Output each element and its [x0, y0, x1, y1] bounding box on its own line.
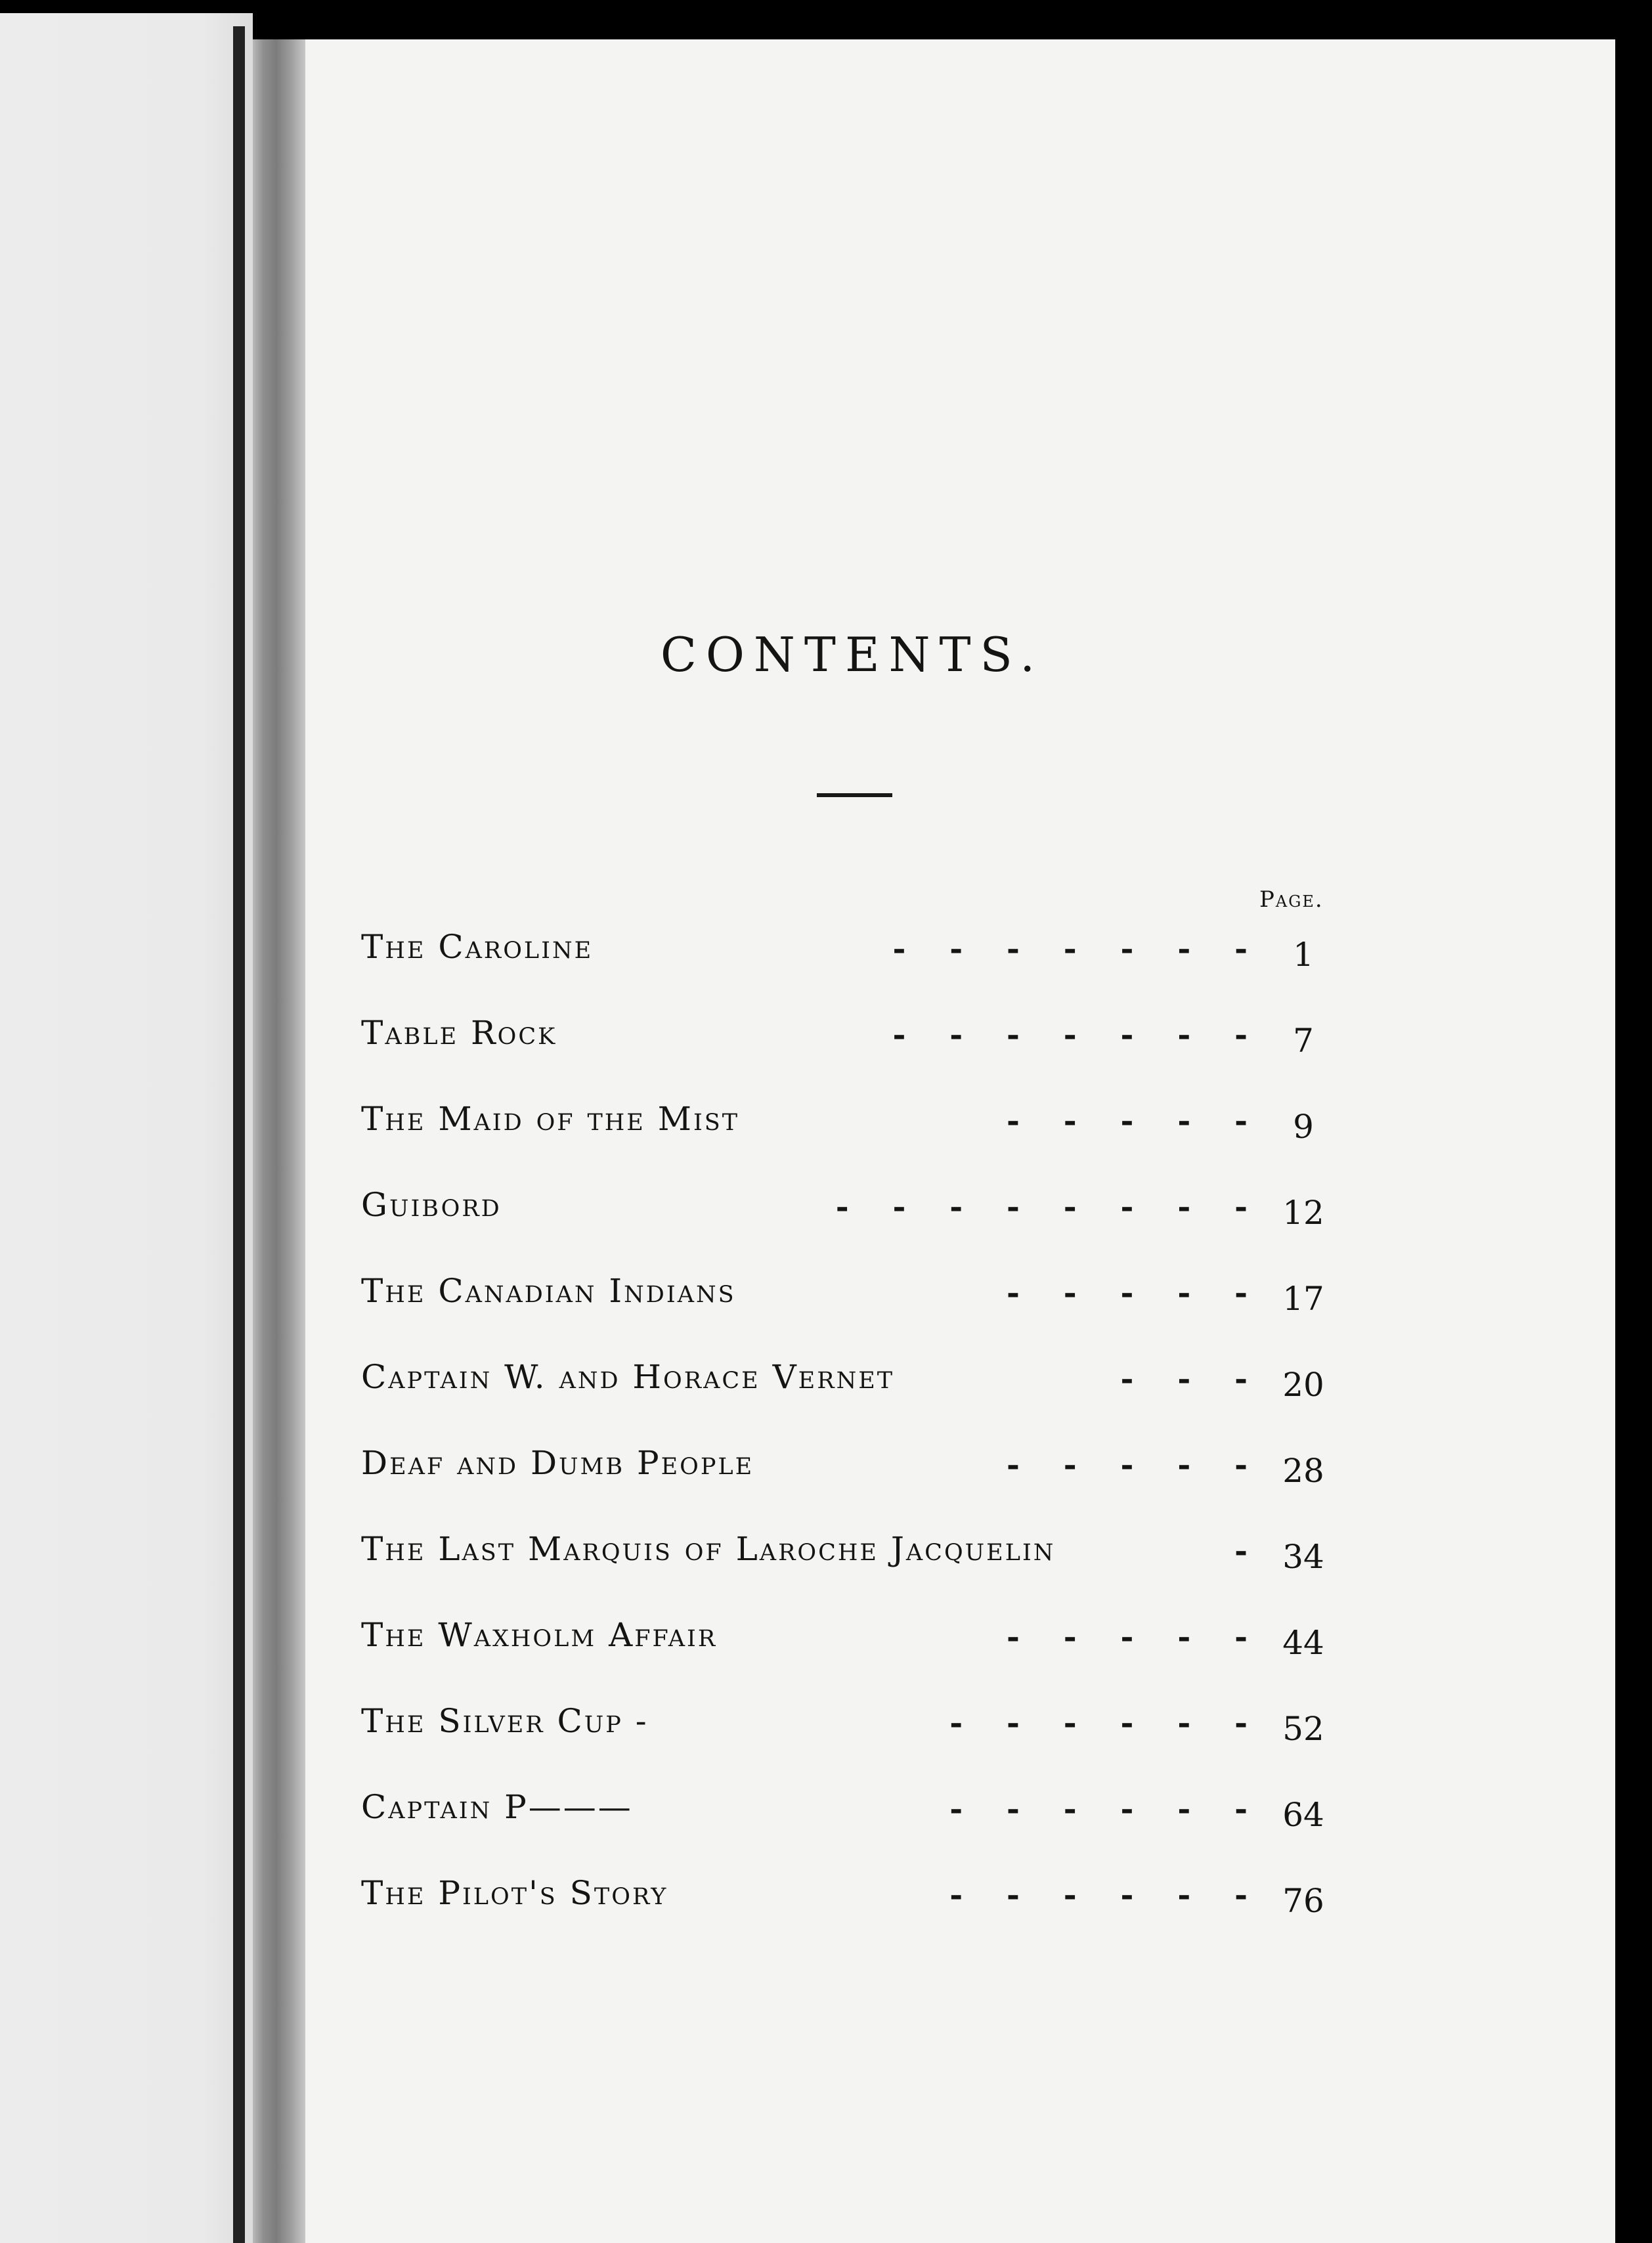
toc-entry-leader: - - - - - - - - — [835, 1188, 1248, 1225]
toc-entry-title: The Waxholm Affair — [361, 1616, 718, 1654]
toc-entry[interactable] — [341, 1512, 1339, 1598]
left-page — [0, 13, 253, 2243]
toc-entry[interactable] — [341, 1253, 1339, 1339]
toc-entry-leader: - - - - - - — [949, 1877, 1248, 1913]
toc-entry-leader: - - - - - — [1007, 1619, 1248, 1655]
toc-entry-title: Guibord — [361, 1186, 502, 1224]
toc-entry-page: 9 — [1293, 1108, 1314, 1146]
toc-entry-leader: - - - - - — [1007, 1447, 1248, 1483]
toc-entry[interactable] — [341, 1598, 1339, 1684]
scan-top-border — [250, 0, 1652, 39]
toc-entry-title: The Silver Cup - — [361, 1702, 649, 1740]
page-column-label: Page. — [1259, 886, 1324, 913]
toc-entry-page: 64 — [1282, 1796, 1324, 1834]
toc-entry-title: Table Rock — [361, 1014, 557, 1052]
toc-entry-leader: - - - — [1120, 1361, 1248, 1397]
toc-entry-title: Captain W. and Horace Vernet — [361, 1358, 895, 1396]
toc-entry[interactable] — [341, 1770, 1339, 1856]
toc-entry-leader: - - - - - - — [949, 1705, 1248, 1741]
toc-entry-page: 76 — [1282, 1882, 1324, 1920]
gutter-shadow-line — [233, 26, 245, 2243]
scan-right-border — [1615, 13, 1652, 2243]
page-title: CONTENTS. — [660, 627, 1045, 682]
toc-entry-page: 52 — [1282, 1710, 1324, 1748]
toc-entry-leader: - - - - - - - — [892, 1016, 1248, 1053]
toc-entry-page: 12 — [1282, 1194, 1324, 1232]
toc-entry-page: 34 — [1282, 1538, 1324, 1576]
toc-entry-leader: - - - - - — [1007, 1102, 1248, 1139]
toc-entry[interactable] — [341, 1167, 1339, 1253]
toc-entry-title: The Last Marquis of Laroche Jacquelin — [361, 1530, 1056, 1568]
toc-entry-page: 20 — [1282, 1366, 1324, 1404]
toc-entry[interactable] — [341, 1856, 1339, 1942]
toc-entry-title: The Maid of the Mist — [361, 1100, 740, 1138]
toc-entry-page: 1 — [1293, 936, 1314, 974]
toc-entry[interactable] — [341, 995, 1339, 1081]
toc-entry[interactable] — [341, 1081, 1339, 1167]
toc-entry-leader: - - - - - - - — [892, 930, 1248, 967]
toc-entry-page: 7 — [1293, 1022, 1314, 1060]
toc-entry-page: 28 — [1282, 1452, 1324, 1490]
toc-entry-title: The Canadian Indians — [361, 1272, 736, 1310]
toc-entry-leader: - - - - - — [1007, 1274, 1248, 1311]
toc-entry[interactable] — [341, 1339, 1339, 1426]
toc-entry[interactable] — [341, 1684, 1339, 1770]
toc-entry-title: The Pilot's Story — [361, 1874, 668, 1912]
toc-entry[interactable] — [341, 1426, 1339, 1512]
table-of-contents — [341, 909, 1339, 1942]
toc-entry-leader: - — [1234, 1533, 1248, 1569]
toc-entry-title: Captain P——— — [361, 1788, 633, 1826]
toc-entry-page: 17 — [1282, 1280, 1324, 1318]
toc-entry[interactable] — [341, 909, 1339, 995]
toc-entry-title: The Caroline — [361, 928, 594, 966]
toc-entry-leader: - - - - - - — [949, 1791, 1248, 1827]
title-rule — [817, 793, 892, 797]
toc-entry-page: 44 — [1282, 1624, 1324, 1662]
book-gutter — [253, 39, 305, 2243]
toc-entry-title: Deaf and Dumb People — [361, 1444, 754, 1482]
